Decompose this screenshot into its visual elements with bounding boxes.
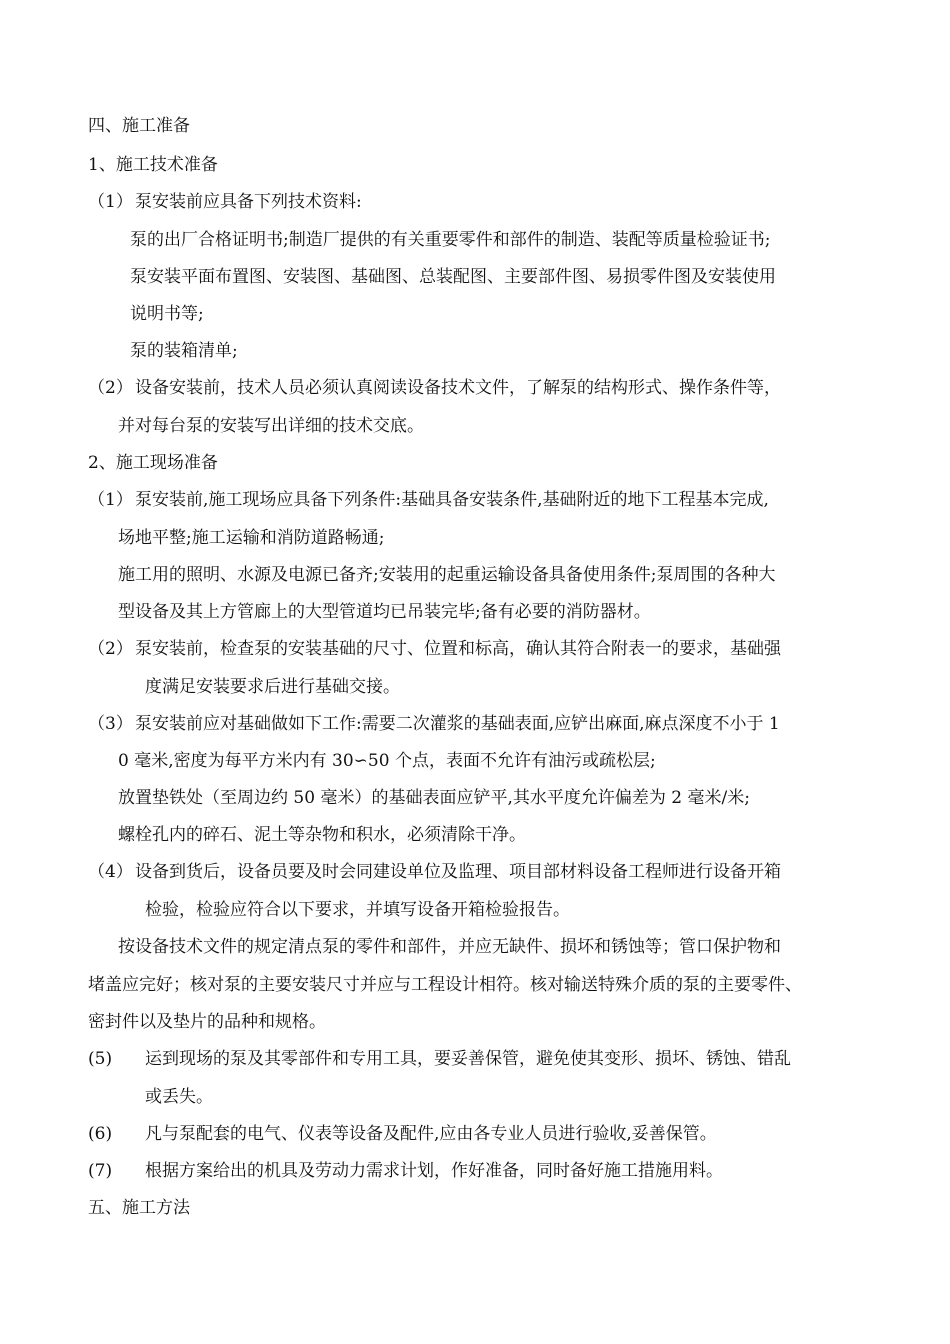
paragraph-line: 泵安装前，检查泵的安装基础的尺寸、位置和标高，确认其符合附表一的要求，基础强 (135, 639, 781, 659)
paragraph-line: 说明书等; (130, 304, 204, 324)
paragraph-line: 按设备技术文件的规定清点泵的零件和部件，并应无缺件、损坏和锈蚀等；管口保护物和 (118, 937, 781, 957)
paragraph-line: 密封件以及垫片的品种和规格。 (88, 1012, 326, 1032)
section-heading-5: 五、施工方法 (88, 1198, 190, 1218)
paragraph-line: 设备安装前，技术人员必须认真阅读设备技术文件，了解泵的结构形式、操作条件等， (135, 378, 781, 398)
paragraph-line: 检验，检验应符合以下要求，并填写设备开箱检验报告。 (145, 900, 570, 920)
paragraph-line: 泵的出厂合格证明书;制造厂提供的有关重要零件和部件的制造、装配等质量检验证书; (130, 230, 771, 250)
paragraph-line: 螺栓孔内的碎石、泥土等杂物和积水，必须清除干净。 (118, 825, 526, 845)
paragraph-line: 场地平整;施工运输和消防道路畅通; (118, 528, 385, 548)
paragraph-line: 泵安装前应具备下列技术资料: (135, 192, 362, 212)
item-label: （3） (88, 714, 133, 734)
paragraph-line: 施工用的照明、水源及电源已备齐;安装用的起重运输设备具备使用条件;泵周围的各种大 (118, 565, 776, 585)
paragraph-line: 运到现场的泵及其零部件和专用工具，要妥善保管，避免使其变形、损坏、锈蚀、错乱 (145, 1049, 791, 1069)
item-label: （2） (88, 639, 133, 659)
section-heading-4: 四、施工准备 (88, 116, 190, 136)
paragraph-line: 设备到货后，设备员要及时会同建设单位及监理、项目部材料设备工程师进行设备开箱 (135, 862, 781, 882)
paragraph-line: 凡与泵配套的电气、仪表等设备及配件,应由各专业人员进行验收,妥善保管。 (145, 1124, 717, 1144)
item-label: (7) (88, 1161, 113, 1181)
item-label: (5) (88, 1049, 113, 1069)
subsection-title-2: 2、施工现场准备 (88, 453, 218, 473)
paragraph-line: 泵的装箱清单; (130, 341, 238, 361)
item-label: （4） (88, 862, 133, 882)
paragraph-line: 根据方案给出的机具及劳动力需求计划，作好准备，同时备好施工措施用料。 (145, 1161, 723, 1181)
paragraph-line: 或丢失。 (145, 1087, 213, 1107)
paragraph-line: 泵安装前,施工现场应具备下列条件:基础具备安装条件,基础附近的地下工程基本完成, (135, 490, 769, 510)
paragraph-line: 泵安装前应对基础做如下工作:需要二次灌浆的基础表面,应铲出麻面,麻点深度不小于 1 (135, 714, 780, 734)
paragraph-line: 并对每台泵的安装写出详细的技术交底。 (118, 416, 424, 436)
paragraph-line: 型设备及其上方管廊上的大型管道均已吊装完毕;备有必要的消防器材。 (118, 602, 651, 622)
paragraph-line: 堵盖应完好；核对泵的主要安装尺寸并应与工程设计相符。核对输送特殊介质的泵的主要零件、 (88, 975, 802, 995)
paragraph-line: 0 毫米,密度为每平方米内有 30∽50 个点，表面不允许有油污或疏松层; (118, 751, 656, 771)
item-label: （2） (88, 378, 133, 398)
paragraph-line: 放置垫铁处（至周边约 50 毫米）的基础表面应铲平,其水平度允许偏差为 2 毫米/米; (118, 788, 750, 808)
item-label: （1） (88, 192, 133, 212)
paragraph-line: 度满足安装要求后进行基础交接。 (145, 677, 400, 697)
item-label: （1） (88, 490, 133, 510)
paragraph-line: 泵安装平面布置图、安装图、基础图、总装配图、主要部件图、易损零件图及安装使用 (130, 267, 776, 287)
item-label: (6) (88, 1124, 113, 1144)
subsection-title-1: 1、施工技术准备 (88, 155, 218, 175)
